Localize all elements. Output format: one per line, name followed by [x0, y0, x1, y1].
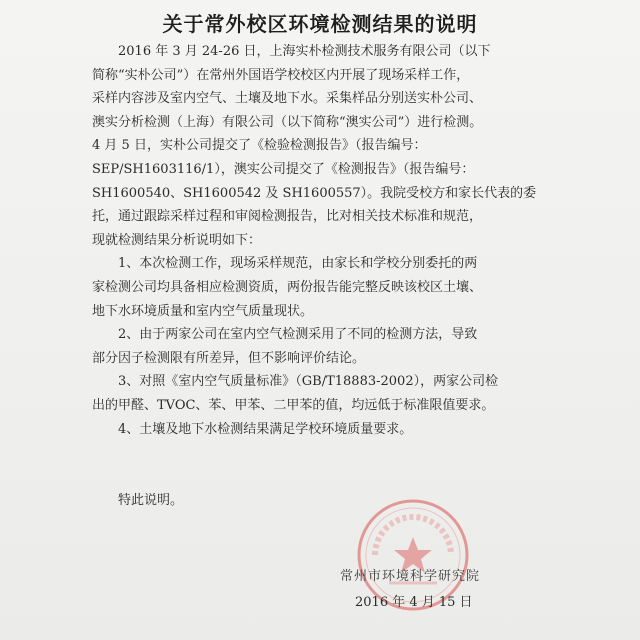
text-line: 现就检测结果分析说明如下：: [92, 232, 262, 248]
text-line: 家检测公司均具备相应检测资质，两份报告能完整反映该校区土壤、: [92, 279, 483, 295]
text-line: 2、由于两家公司在室内空气检测采用了不同的检测方法，导致: [118, 327, 478, 343]
list-item-3: [92, 370, 564, 417]
text-line: 出的甲醛、TVOC、苯、甲苯、二甲苯的值，均远低于标准限值要求。: [92, 397, 495, 413]
text-line: 4 月 5 日，实朴公司提交了《检验检测报告》（报告编号：: [92, 138, 427, 154]
paragraph-intro: [92, 40, 564, 252]
list-item-1: [92, 252, 564, 323]
text-line: 地下水环境质量和室内空气质量现状。: [92, 303, 314, 319]
signature-organization: 常州市环境科学研究院: [340, 569, 481, 584]
document-title: 关于常外校区环境检测结果的说明: [162, 12, 478, 36]
text-line: 2016 年 3 月 24-26 日，上海实朴检测技术服务有限公司（以下: [118, 44, 491, 59]
text-line: 托，通过跟踪采样过程和审阅检测报告，比对相关技术标准和规范，: [92, 209, 483, 225]
text-line: 1、本次检测工作，现场采样规范，由家长和学校分别委托的两: [118, 256, 478, 272]
text-line: SEP/SH1603116/1），澳实公司提交了《检测报告》（报告编号：: [92, 161, 475, 177]
text-line: SH1600540、SH1600542 及 SH1600557）。我院受校方和家长代表的委: [92, 185, 537, 201]
text-line: 4、土壤及地下水检测结果满足学校环境质量要求。: [118, 421, 413, 437]
document-body: [92, 40, 564, 441]
list-item-2: [92, 323, 564, 370]
text-line: 3、对照《室内空气质量标准》（GB/T18883-2002），两家公司检: [118, 374, 499, 390]
text-line: 简称“实朴公司”）在常州外国语学校校区内开展了现场采样工作，: [92, 67, 470, 83]
list-item-4: [92, 418, 564, 442]
signature-date: 2016 年 4 月 15 日: [355, 595, 473, 610]
text-line: 采样内容涉及室内空气、土壤及地下水。采集样品分别送实朴公司、: [92, 91, 483, 107]
closing-remark: 特此说明。: [118, 493, 184, 508]
text-line: 部分因子检测限有所差异，但不影响评价结论。: [92, 350, 366, 366]
text-line: 澳实分析检测（上海）有限公司（以下简称“澳实公司”）进行检测。: [92, 114, 483, 130]
